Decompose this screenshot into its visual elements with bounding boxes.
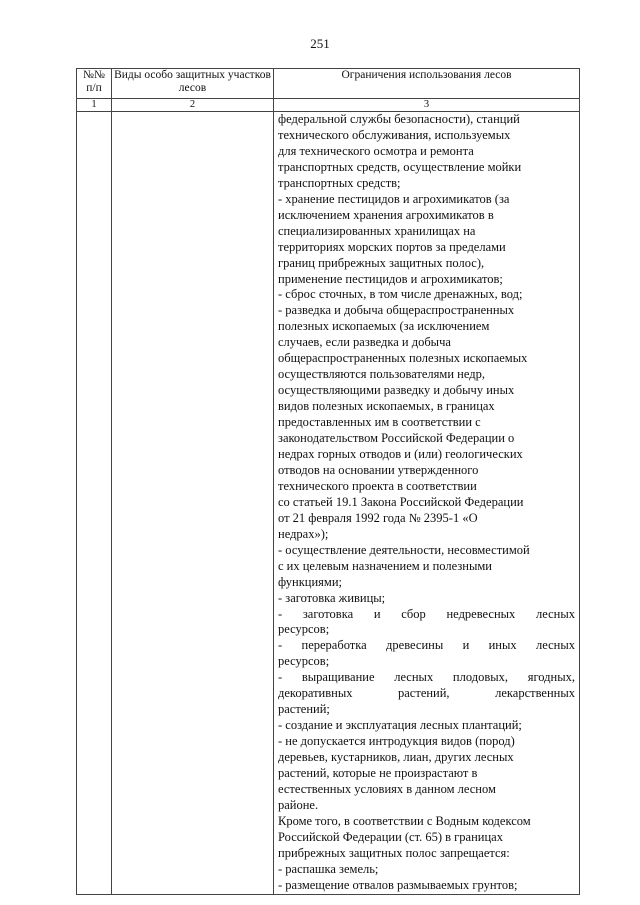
- text-line: районе.: [278, 797, 319, 812]
- text-line: декоративных растений, лекарственных: [278, 686, 575, 701]
- text-line: осуществляются пользователями недр,: [278, 367, 485, 382]
- text-line: - заготовка живицы;: [278, 590, 386, 605]
- column-numbers-row: [77, 99, 580, 112]
- text-line: - хранение пестицидов и агрохимикатов (за: [278, 191, 510, 206]
- text-line: законодательством Российской Федерации о: [278, 431, 515, 446]
- text-line: случаев, если разведка и добыча: [278, 335, 451, 350]
- text-line: ресурсов;: [278, 622, 330, 637]
- text-line: - заготовка и сбор недревесных лесных: [278, 606, 575, 621]
- text-line: прибрежных защитных полос запрещается:: [278, 845, 510, 860]
- cell-restrictions: [274, 112, 580, 895]
- text-line: - не допускается интродукция видов (пород): [278, 734, 515, 749]
- text-line: функциями;: [278, 574, 343, 589]
- column-number-3: 3: [274, 99, 580, 112]
- text-line: территориях морских портов за пределами: [278, 239, 506, 254]
- text-line: технического обслуживания, используемых: [278, 127, 511, 142]
- text-line: для технического осмотра и ремонта: [278, 143, 474, 158]
- text-line: - переработка древесины и иных лесных: [278, 638, 575, 653]
- column-number-1: 1: [77, 99, 112, 112]
- text-line: границ прибрежных защитных полос),: [278, 255, 485, 270]
- page-number: 251: [310, 36, 330, 51]
- text-line: отводов на основании утвержденного: [278, 462, 479, 477]
- text-line: деревьев, кустарников, лиан, других лесных: [278, 750, 514, 765]
- text-line: транспортных средств, осуществление мойки: [278, 159, 522, 174]
- text-line: видов полезных ископаемых, в границах: [278, 399, 495, 414]
- header-number: №№ п/п: [77, 69, 112, 99]
- text-line: специализированных хранилищах на: [278, 223, 476, 238]
- cell-forest-type: [112, 112, 274, 895]
- text-line: - разведка и добыча общераспространенных: [278, 303, 515, 318]
- text-line: с их целевым назначением и полезными: [278, 558, 492, 573]
- text-line: растений;: [278, 702, 330, 717]
- text-line: - осуществление деятельности, несовместимой: [278, 542, 530, 557]
- text-line: ресурсов;: [278, 654, 330, 669]
- column-number-2: 2: [112, 99, 274, 112]
- header-restrictions: Ограничения использования лесов: [274, 69, 580, 99]
- text-line: недрах»);: [278, 526, 329, 541]
- table-row: [77, 112, 580, 895]
- text-line: - сброс сточных, в том числе дренажных, вод;: [278, 287, 523, 302]
- table-header-row: [77, 69, 580, 99]
- text-line: исключением хранения агрохимикатов в: [278, 207, 494, 222]
- text-line: федеральной службы безопасности), станций: [278, 112, 520, 126]
- text-line: применение пестицидов и агрохимикатов;: [278, 271, 503, 286]
- text-line: транспортных средств;: [278, 175, 401, 190]
- text-line: технического проекта в соответствии: [278, 478, 477, 493]
- text-line: - выращивание лесных плодовых, ягодных,: [278, 670, 575, 685]
- text-line: осуществляющими разведку и добычу иных: [278, 383, 515, 398]
- text-line: растений, которые не произрастают в: [278, 766, 478, 781]
- text-line: Кроме того, в соответствии с Водным кодексом: [278, 813, 531, 828]
- text-line: - размещение отвалов размываемых грунтов;: [278, 877, 518, 892]
- cell-number: [77, 112, 112, 895]
- text-line: от 21 февраля 1992 года № 2395-1 «О: [278, 510, 478, 525]
- text-line: общераспространенных полезных ископаемых: [278, 351, 528, 366]
- text-line: со статьей 19.1 Закона Российской Федерации: [278, 494, 524, 509]
- text-line: полезных ископаемых (за исключением: [278, 319, 490, 334]
- text-line: недрах горных отводов и (или) геологических: [278, 447, 523, 462]
- text-line: - распашка земель;: [278, 861, 379, 876]
- header-forest-types: Виды особо защитных участков лесов: [112, 69, 274, 99]
- text-line: предоставленных им в соответствии с: [278, 415, 481, 430]
- text-line: - создание и эксплуатация лесных плантаций;: [278, 718, 522, 733]
- text-line: естественных условиях в данном лесном: [278, 781, 496, 796]
- restrictions-table: [76, 68, 580, 895]
- text-line: Российской Федерации (ст. 65) в границах: [278, 829, 503, 844]
